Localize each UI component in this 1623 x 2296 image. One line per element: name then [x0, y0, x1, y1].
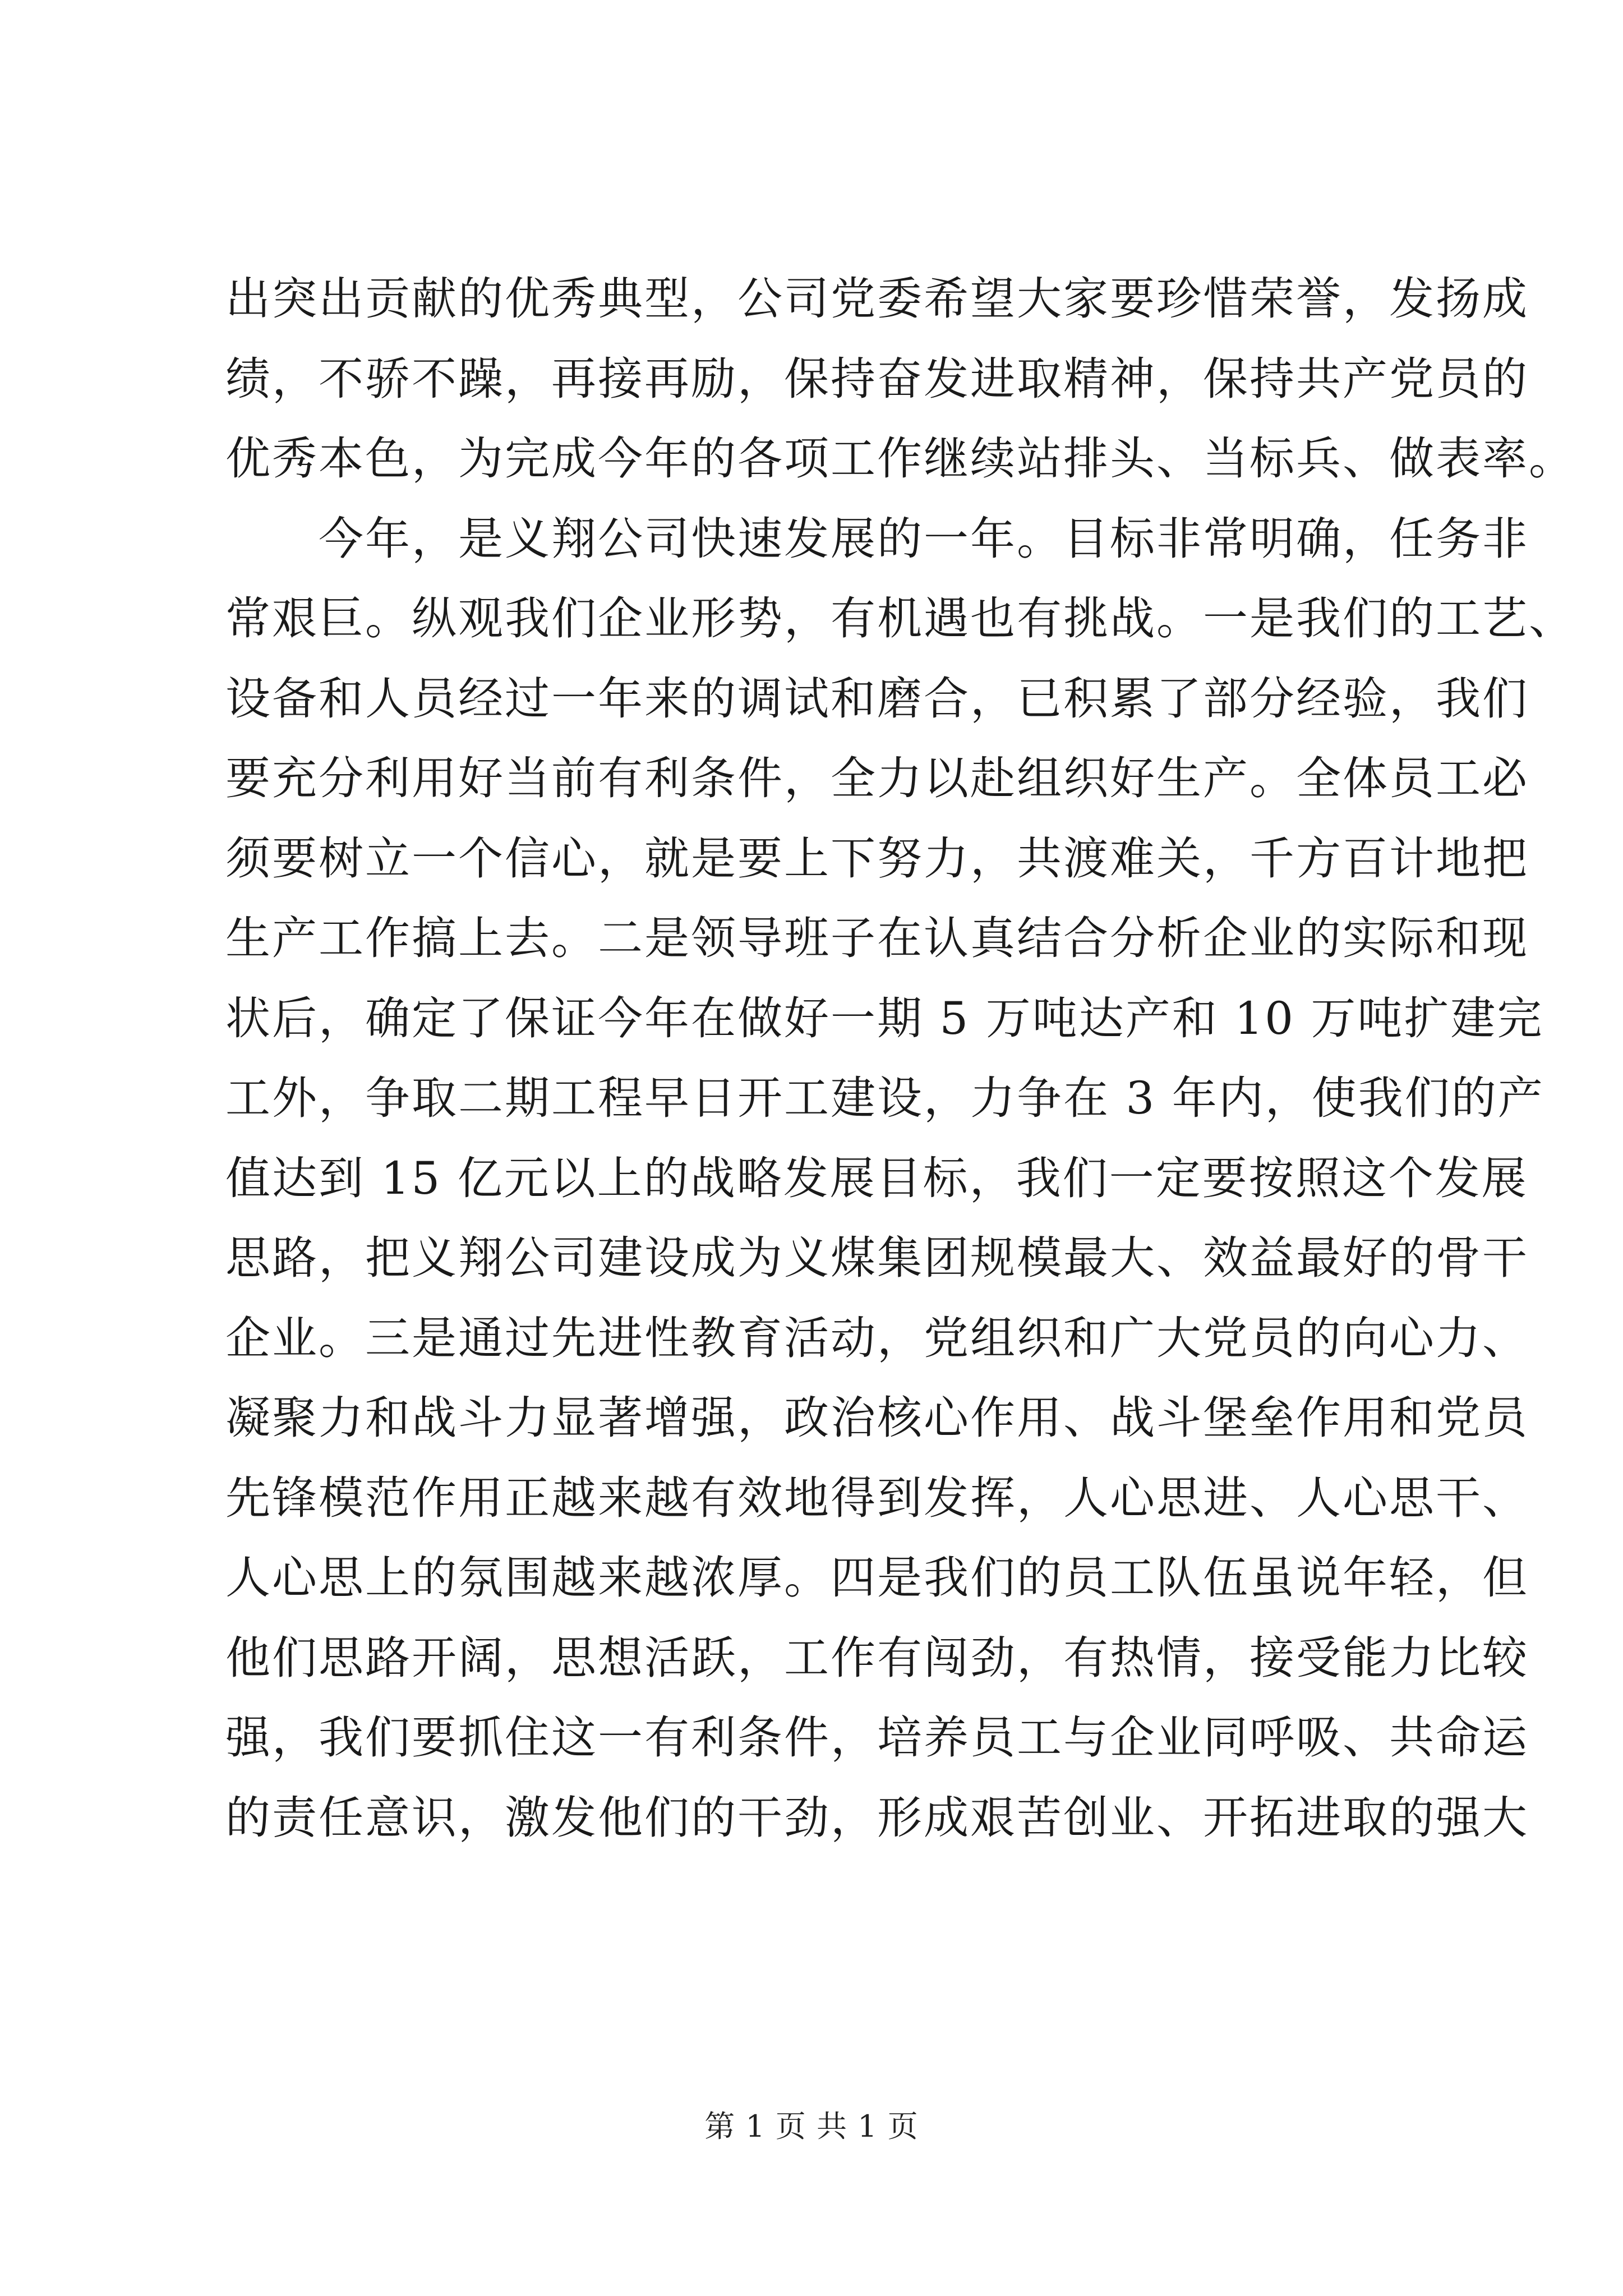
- text-line: 出突出贡献的优秀典型，公司党委希望大家要珍惜荣誉，发扬成: [225, 273, 1529, 325]
- page-number-label: 第 1 页 共 1 页: [704, 2109, 919, 2144]
- text-line: 须要树立一个信心，就是要上下努力，共渡难关，千方百计地把: [225, 832, 1529, 885]
- text-line: 的责任意识，激发他们的干劲，形成艰苦创业、开拓进取的强大: [225, 1791, 1529, 1844]
- text-line: 绩，不骄不躁，再接再励，保持奋发进取精神，保持共产党员的: [225, 352, 1529, 405]
- text-line: 凝聚力和战斗力显著增强，政治核心作用、战斗堡垒作用和党员: [225, 1392, 1529, 1444]
- text-line: 要充分利用好当前有利条件，全力以赴组织好生产。全体员工必: [225, 752, 1529, 804]
- text-line: 强，我们要抓住这一有利条件，培养员工与企业同呼吸、共命运: [225, 1711, 1529, 1764]
- text-line: 工外，争取二期工程早日开工建设，力争在 3 年内，使我们的产: [225, 1072, 1544, 1124]
- text-line: 企业。三是通过先进性教育活动，党组织和广大党员的向心力、: [225, 1312, 1529, 1364]
- text-line: 人心思上的氛围越来越浓厚。四是我们的员工队伍虽说年轻，但: [225, 1552, 1529, 1604]
- document-body: [225, 259, 1575, 1858]
- page-footer: [0, 2107, 1623, 2146]
- paragraph-start-line: 今年，是义翔公司快速发展的一年。目标非常明确，任务非: [225, 512, 1529, 565]
- text-line: 值达到 15 亿元以上的战略发展目标，我们一定要按照这个发展: [225, 1152, 1528, 1204]
- text-line: 常艰巨。纵观我们企业形势，有机遇也有挑战。一是我们的工艺、: [225, 592, 1575, 645]
- text-line: 生产工作搞上去。二是领导班子在认真结合分析企业的实际和现: [225, 912, 1529, 964]
- text-line: 状后，确定了保证今年在做好一期 5 万吨达产和 10 万吨扩建完: [225, 992, 1544, 1045]
- text-line: 他们思路开阔，思想活跃，工作有闯劲，有热情，接受能力比较: [225, 1631, 1529, 1684]
- text-line: 思路，把义翔公司建设成为义煤集团规模最大、效益最好的骨干: [225, 1232, 1529, 1284]
- text-line: 先锋模范作用正越来越有效地得到发挥，人心思进、人心思干、: [225, 1471, 1529, 1524]
- text-line: 设备和人员经过一年来的调试和磨合，已积累了部分经验，我们: [225, 672, 1529, 725]
- text-line: 优秀本色，为完成今年的各项工作继续站排头、当标兵、做表率。: [225, 432, 1575, 485]
